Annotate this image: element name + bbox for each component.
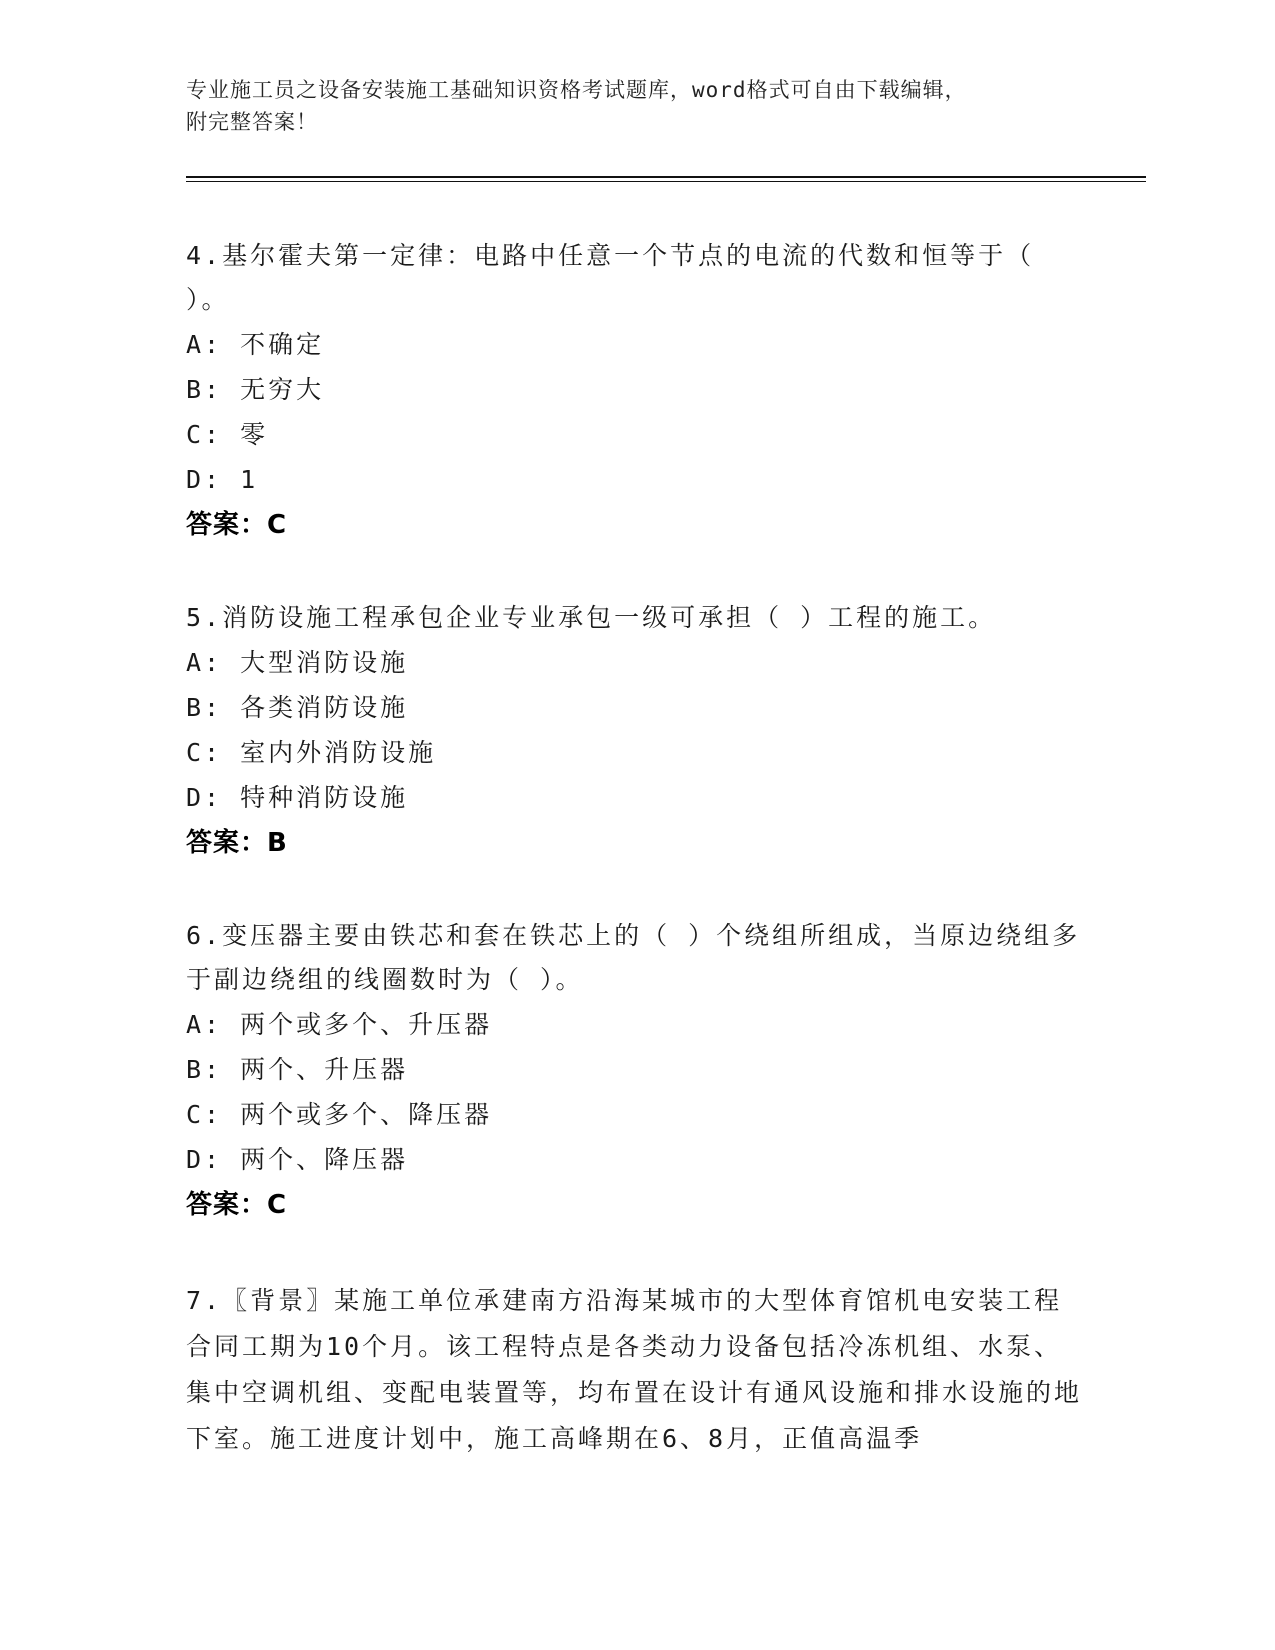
question-6 [186, 914, 1086, 1228]
header-line-1: 专业施工员之设备安装施工基础知识资格考试题库，word格式可自由下载编辑， [186, 78, 967, 102]
document-header [186, 74, 1086, 138]
question-4 [186, 234, 1086, 548]
question-5 [186, 596, 1086, 866]
option-d: D: 特种消防设施 [186, 783, 409, 812]
header-divider-thick [186, 176, 1146, 178]
question-stem: 6.变压器主要由铁芯和套在铁芯上的（ ）个绕组所组成，当原边绕组多于副边绕组的线圈数时为（ ）。 [186, 921, 1081, 994]
answer: 答案：C [186, 1190, 288, 1220]
option-b: B: 两个、升压器 [186, 1055, 409, 1084]
option-c: C: 零 [186, 420, 269, 449]
option-a: A: 大型消防设施 [186, 648, 409, 677]
option-a: A: 不确定 [186, 330, 325, 359]
option-c: C: 室内外消防设施 [186, 738, 437, 767]
header-divider-thin [186, 181, 1146, 182]
question-7 [186, 1278, 1086, 1462]
option-d: D: 1 [186, 465, 259, 494]
question-stem: 5.消防设施工程承包企业专业承包一级可承担（ ）工程的施工。 [186, 603, 997, 632]
answer: 答案：B [186, 828, 288, 858]
option-a: A: 两个或多个、升压器 [186, 1010, 493, 1039]
option-b: B: 各类消防设施 [186, 693, 409, 722]
question-stem: 7.〖背景〗某施工单位承建南方沿海某城市的大型体育馆机电安装工程合同工期为10个月。该工程特点是各类动力设备包括冷冻机组、水泵、集中空调机组、变配电装置等，均布置在设计有通风设施和排水设施的地下室。施工进度计划中，施工高峰期在6、8月，正值高温季 [186, 1286, 1083, 1453]
question-stem: 4.基尔霍夫第一定律：电路中任意一个节点的电流的代数和恒等于（ ）。 [186, 241, 1035, 314]
option-d: D: 两个、降压器 [186, 1145, 409, 1174]
option-b: B: 无穷大 [186, 375, 325, 404]
answer: 答案：C [186, 510, 288, 540]
option-c: C: 两个或多个、降压器 [186, 1100, 493, 1129]
header-line-2: 附完整答案！ [186, 110, 318, 134]
